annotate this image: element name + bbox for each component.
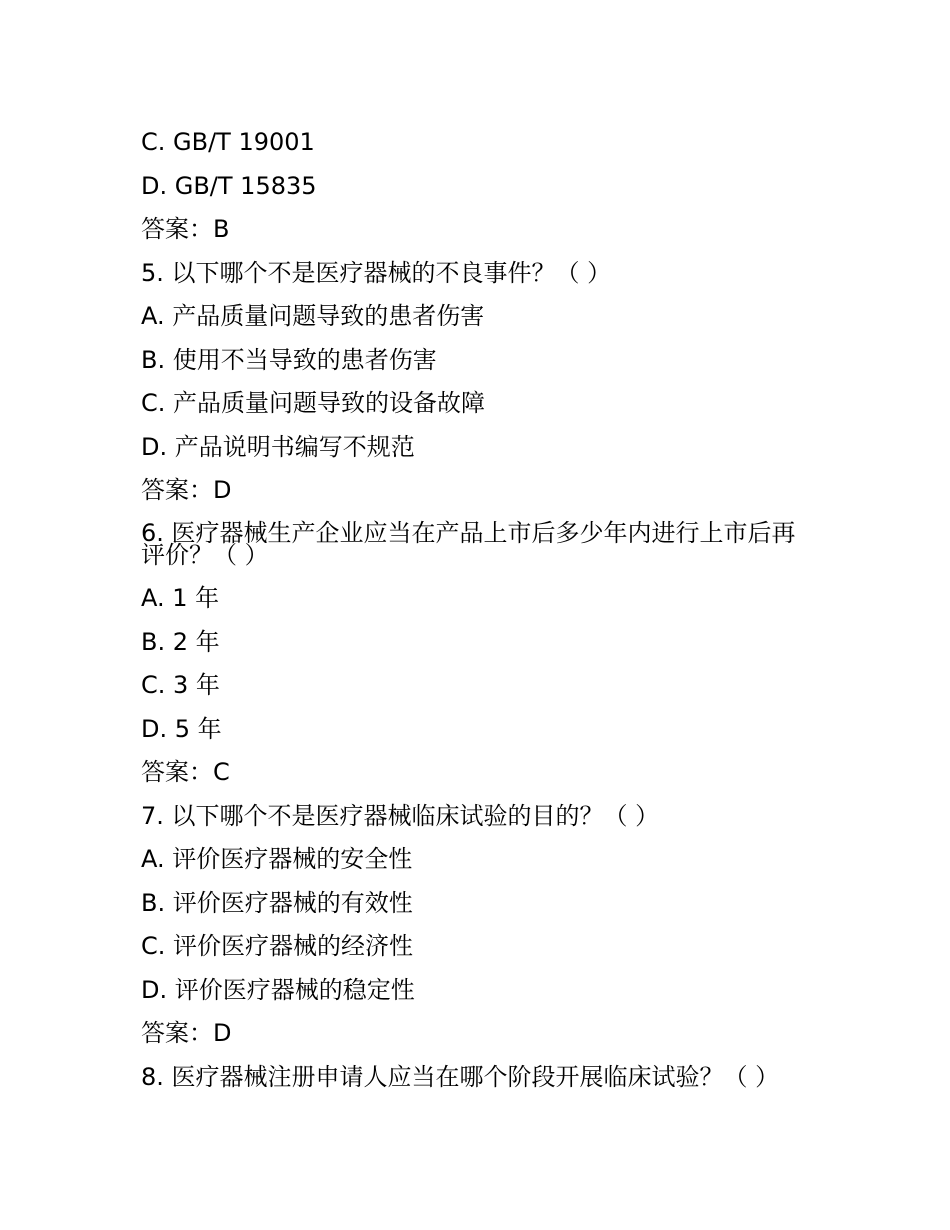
option-a-q6: A. 1 年 <box>141 584 220 612</box>
answer-q4: 答案：B <box>141 215 230 243</box>
option-c-q4: C. GB/T 19001 <box>141 128 315 156</box>
option-c-q7: C. 评价医疗器械的经济性 <box>141 932 414 960</box>
question-5: 5. 以下哪个不是医疗器械的不良事件？（ ） <box>141 259 612 287</box>
option-d-q7: D. 评价医疗器械的稳定性 <box>141 976 415 1004</box>
answer-q6: 答案：C <box>141 758 230 786</box>
option-d-q4: D. GB/T 15835 <box>141 172 317 200</box>
question-6: 6. 医疗器械生产企业应当在产品上市后多少年内进行上市后再评价？（ ） <box>141 519 796 569</box>
option-b-q6: B. 2 年 <box>141 628 220 656</box>
question-8: 8. 医疗器械注册申请人应当在哪个阶段开展临床试验？（ ） <box>141 1063 780 1091</box>
option-c-q6: C. 3 年 <box>141 671 220 699</box>
option-a-q5: A. 产品质量问题导致的患者伤害 <box>141 302 485 330</box>
option-c-q5: C. 产品质量问题导致的设备故障 <box>141 389 486 417</box>
answer-q5: 答案：D <box>141 476 232 504</box>
question-7: 7. 以下哪个不是医疗器械临床试验的目的？（ ） <box>141 802 660 830</box>
answer-q7: 答案：D <box>141 1019 232 1047</box>
option-a-q7: A. 评价医疗器械的安全性 <box>141 845 413 873</box>
option-b-q5: B. 使用不当导致的患者伤害 <box>141 346 437 374</box>
option-b-q7: B. 评价医疗器械的有效性 <box>141 889 413 917</box>
option-d-q5: D. 产品说明书编写不规范 <box>141 433 415 461</box>
option-d-q6: D. 5 年 <box>141 715 222 743</box>
